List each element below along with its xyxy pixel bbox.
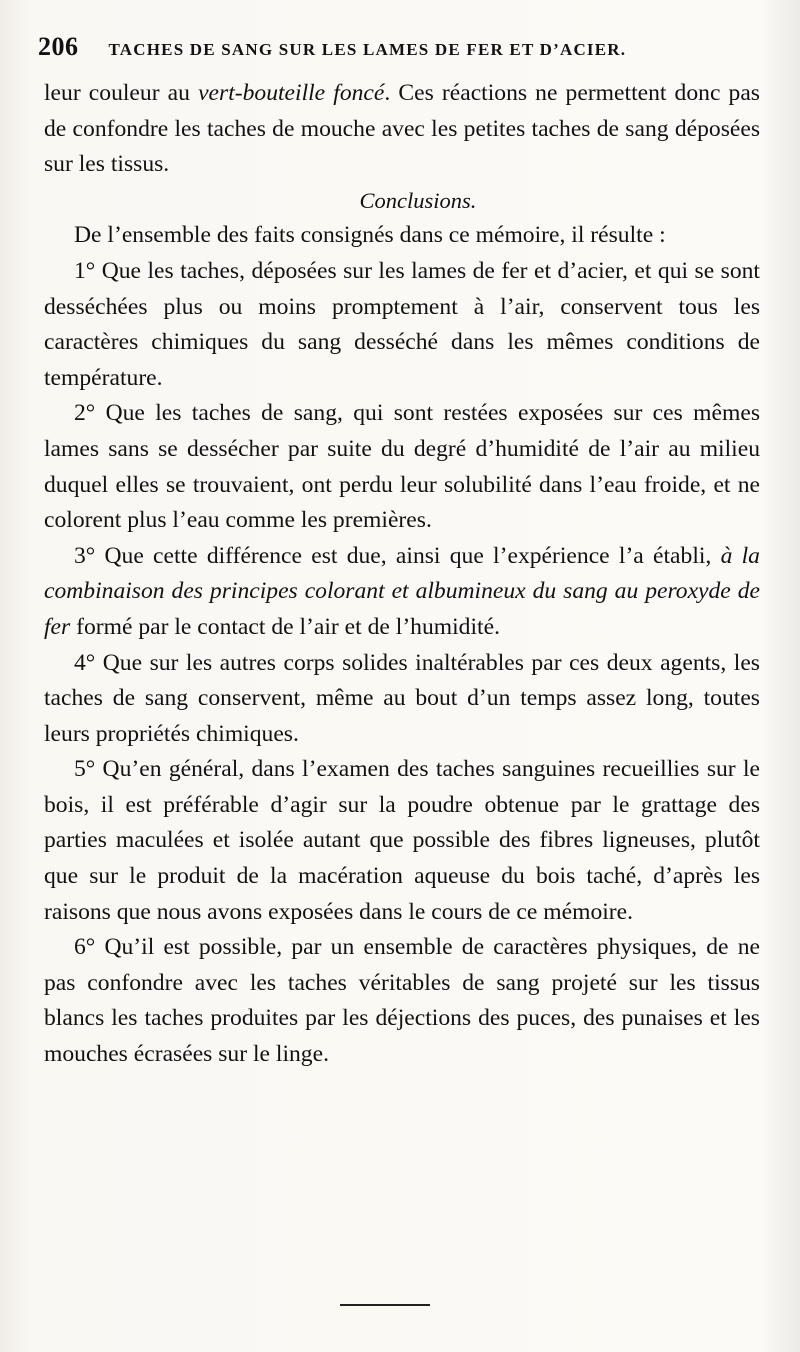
section-heading: Conclusions.	[359, 187, 477, 213]
page-number: 206	[38, 32, 79, 61]
running-head: TACHES DE SANG SUR LES LAMES DE FER ET D’ACIER.	[108, 40, 627, 59]
page-header	[38, 32, 768, 68]
end-rule	[340, 1304, 430, 1306]
conclusion-3-text-end: formé par le contact de l’air et de l’humidité.	[70, 613, 500, 640]
continuation-text: leur couleur au	[44, 80, 199, 106]
conclusion-2: 2° Que les taches de sang, qui sont restées exposées sur ces mêmes lames sans se dessécher par suite du degré d’humidité de l’air au milieu duquel elles se trouvaient, ont perdu leur solubilité dans l’eau froide, et ne colorent plus l’eau comme les premières.	[44, 400, 760, 534]
conclusion-5: 5° Qu’en général, dans l’examen des taches sanguines recueillies sur le bois, il est préférable d’agir sur la poudre obtenue par le grattage des parties maculées et isolée autant que possible des fibres ligneuses, plutôt que sur le produit de la macération aqueuse du bois taché, d’après les raisons que nous avons exposées dans le cours de ce mémoire.	[44, 756, 760, 925]
conclusion-1: 1° Que les taches, déposées sur les lames de fer et d’acier, et qui se sont desséchées plus ou moins promptement à l’air, conservent tous les caractères chimiques du sang desséché dans les mêmes conditions de température.	[44, 257, 760, 391]
conclusion-3-italic: à la combinaison des principes colorant et albumineux du sang au peroxyde de fer	[44, 542, 760, 640]
intro-paragraph: De l’ensemble des faits consignés dans ce mémoire, il résulte :	[74, 222, 666, 249]
conclusion-6: 6° Qu’il est possible, par un ensemble de caractères physiques, de ne pas confondre avec les taches véritables de sang projeté sur les tissus blancs les taches produites par les déjections des puces, des punaises et les mouches écrasées sur le linge.	[44, 934, 760, 1068]
conclusion-3-text: 3° Que cette différence est due, ainsi que l’expérience l’a établi,	[74, 542, 721, 569]
conclusion-3	[44, 539, 760, 646]
continuation-text-end: . Ces réactions ne permettent donc pas de confondre les taches de mouche avec les petites taches de sang déposées sur les tissus.	[44, 80, 760, 178]
continuation-paragraph	[44, 76, 760, 183]
continuation-italic: vert-bouteille foncé	[198, 80, 385, 106]
body-text	[44, 76, 760, 1073]
conclusion-4: 4° Que sur les autres corps solides inaltérables par ces deux agents, les taches de sang conservent, même au bout d’un temps assez long, toutes leurs propriétés chimiques.	[44, 649, 760, 747]
